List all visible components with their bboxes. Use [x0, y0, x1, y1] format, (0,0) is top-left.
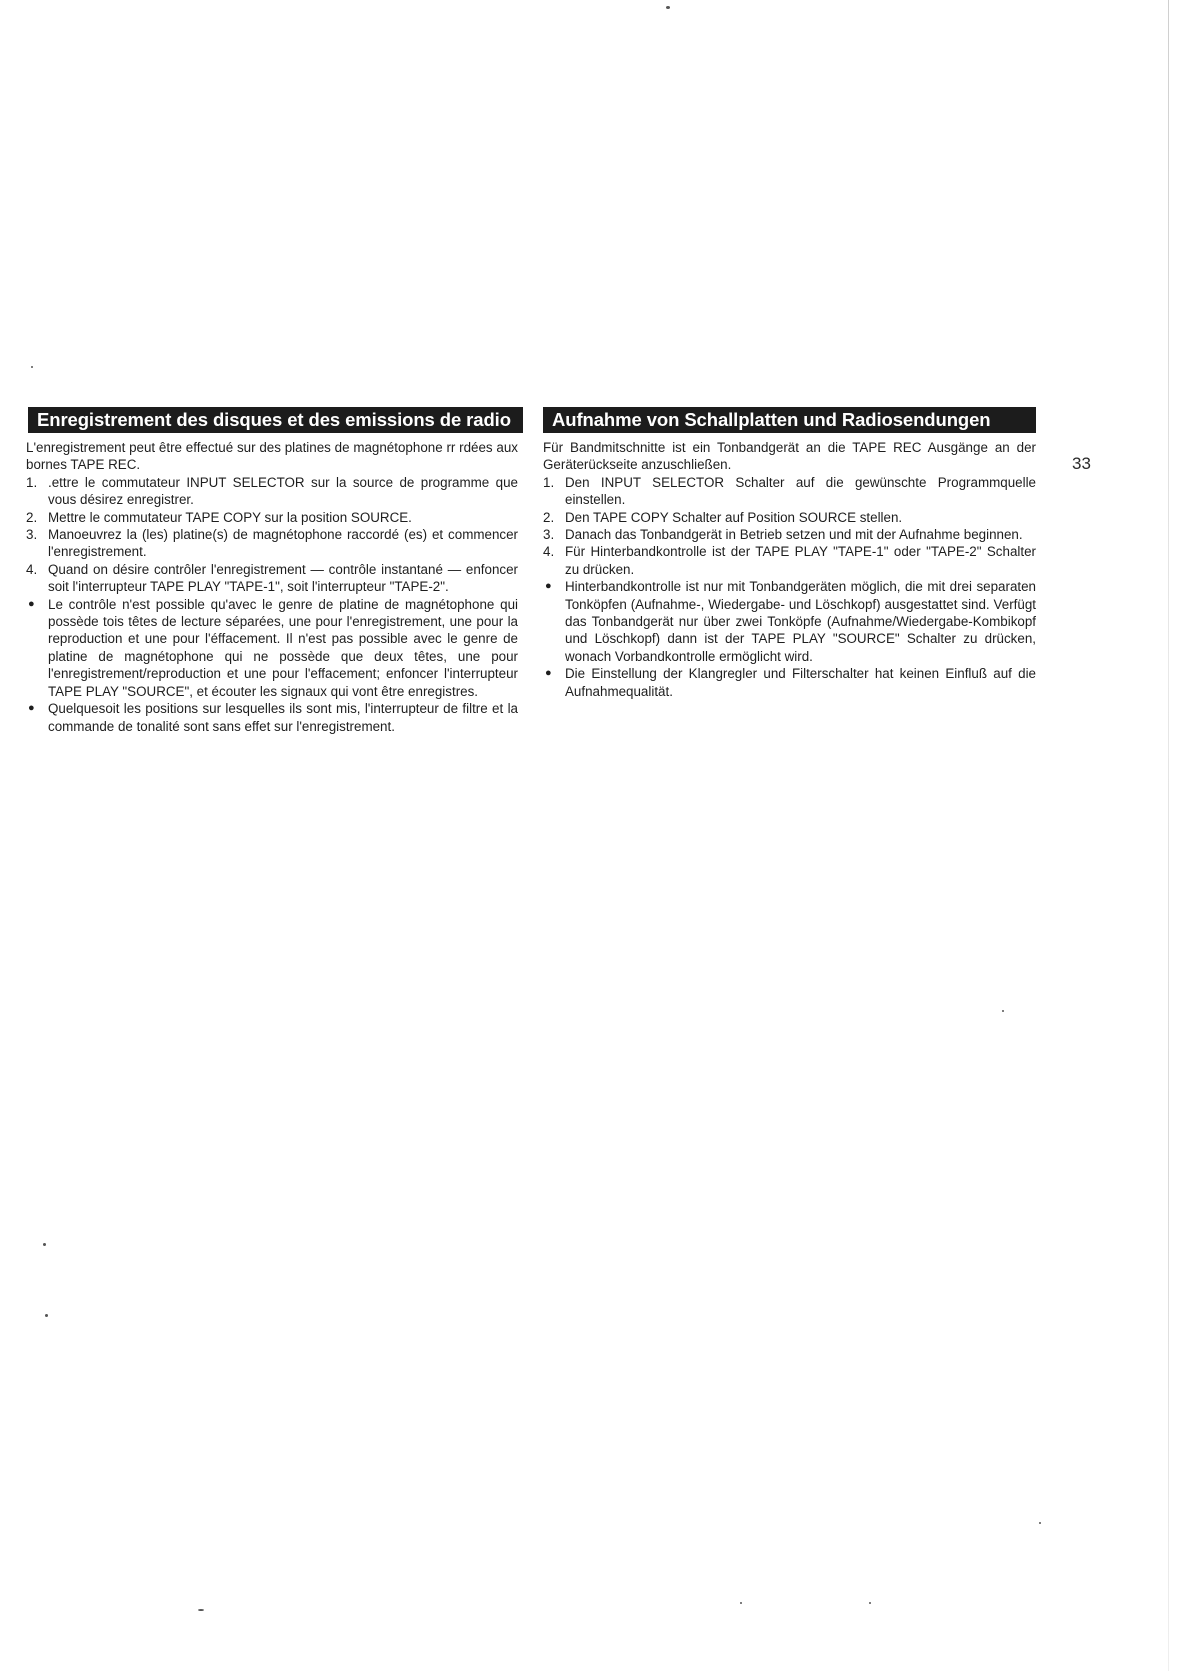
step-number: 4.: [543, 544, 555, 560]
scan-speck: [666, 6, 670, 9]
german-steps: [543, 474, 1036, 578]
scan-speck: [198, 1609, 204, 1611]
scan-speck: [1002, 1010, 1004, 1012]
note-text: Hinterbandkontrolle ist nur mit Tonbandgeräten möglich, die mit drei separaten Tonköpfen (Aufnahme-, Wiedergabe- und Löschkopf) ausgestattet sind. Verfügt das Tonbandgerät nur über zwei Tonköpfe (Aufnahme/Wiedergabe-Kombikopf und Löschkopf) dann ist der TAPE PLAY "SOURCE" Schalter zu drücken, wonach Vorbandkontrolle ermöglicht wird.: [565, 579, 1036, 664]
french-intro: L'enregistrement peut être effectué sur des platines de magnétophone rr rdées aux bornes TAPE REC.: [26, 440, 518, 473]
note-text: Le contrôle n'est possible qu'avec le genre de platine de magnétophone qui possède tois têtes de lecture séparées, une pour l'enregistrement, une pour la reproduction et une pour l'éffacement. Il n'est pas possible avec le genre de platine de magnétophone qui ne possède que deux têtes, une pour l'enregistrement/reproduction et une pour l'effacement; enfoncer l'interrupteur TAPE PLAY "SOURCE", et écouter les signaux qui vont être enregistres.: [48, 596, 518, 699]
step-number: 2.: [26, 509, 38, 525]
french-step-3: [26, 526, 518, 561]
french-heading: Enregistrement des disques et des emissions de radio: [28, 407, 523, 433]
step-text: Danach das Tonbandgerät in Betrieb setzen und mit der Aufnahme beginnen.: [565, 527, 1023, 543]
step-number: 2.: [543, 509, 555, 525]
step-text: Manoeuvrez la (les) platine(s) de magnétophone raccordé (es) et commencer l'enregistrement.: [48, 527, 518, 560]
scan-speck: [31, 366, 33, 368]
french-note-1: [26, 596, 518, 700]
scan-speck: [740, 1602, 742, 1604]
german-step-3: [543, 526, 1036, 543]
step-number: 1.: [26, 474, 38, 490]
german-step-4: [543, 543, 1036, 578]
bullet-icon: ●: [28, 702, 35, 715]
scan-speck: [869, 1602, 871, 1604]
french-step-4: [26, 561, 518, 596]
step-number: 3.: [26, 527, 38, 543]
french-section: [26, 407, 518, 735]
scan-speck: [45, 1314, 48, 1317]
german-section: [543, 407, 1036, 700]
french-step-1: [26, 474, 518, 509]
german-note-1: [543, 578, 1036, 665]
step-text: Für Hinterbandkontrolle ist der TAPE PLAY "TAPE-1" oder "TAPE-2" Schalter zu drücken.: [565, 544, 1036, 577]
french-notes: [26, 596, 518, 735]
german-notes: [543, 578, 1036, 700]
scan-speck: [43, 1243, 46, 1246]
step-number: 4.: [26, 561, 38, 577]
german-note-2: [543, 665, 1036, 700]
german-step-2: [543, 509, 1036, 526]
step-text: Den INPUT SELECTOR Schalter auf die gewünschte Programmquelle einstellen.: [565, 474, 1036, 508]
german-intro: Für Bandmitschnitte ist ein Tonbandgerät an die TAPE REC Ausgänge an der Geräterückseite anzuschließen.: [543, 440, 1036, 473]
bullet-icon: ●: [545, 580, 552, 593]
note-text: Quelquesoit les positions sur lesquelles ils sont mis, l'interrupteur de filtre et la commande de tonalité sont sans effet sur l'enregistrement.: [48, 701, 518, 734]
step-text: Mettre le commutateur TAPE COPY sur la position SOURCE.: [48, 509, 412, 525]
step-number: 1.: [543, 474, 555, 490]
bullet-icon: ●: [545, 667, 552, 680]
step-number: 3.: [543, 527, 555, 543]
page-edge-line: [1168, 0, 1169, 1671]
french-steps: [26, 474, 518, 596]
french-step-2: [26, 509, 518, 526]
page-number: 33: [1072, 454, 1091, 473]
note-text: Die Einstellung der Klangregler und Filterschalter hat keinen Einfluß auf die Aufnahmequalität.: [565, 666, 1036, 699]
german-step-1: [543, 474, 1036, 509]
german-heading: Aufnahme von Schallplatten und Radiosendungen: [543, 407, 1036, 433]
step-text: Den TAPE COPY Schalter auf Position SOURCE stellen.: [565, 509, 903, 525]
french-note-2: [26, 700, 518, 735]
scan-speck: [1039, 1522, 1041, 1524]
step-text: Quand on désire contrôler l'enregistrement — contrôle instantané — enfoncer soit l'interrupteur TAPE PLAY "TAPE-1", soit l'interrupteur "TAPE-2".: [48, 561, 518, 595]
bullet-icon: ●: [28, 597, 35, 610]
step-text: .ettre le commutateur INPUT SELECTOR sur la source de programme que vous désirez enregistrer.: [48, 474, 518, 508]
